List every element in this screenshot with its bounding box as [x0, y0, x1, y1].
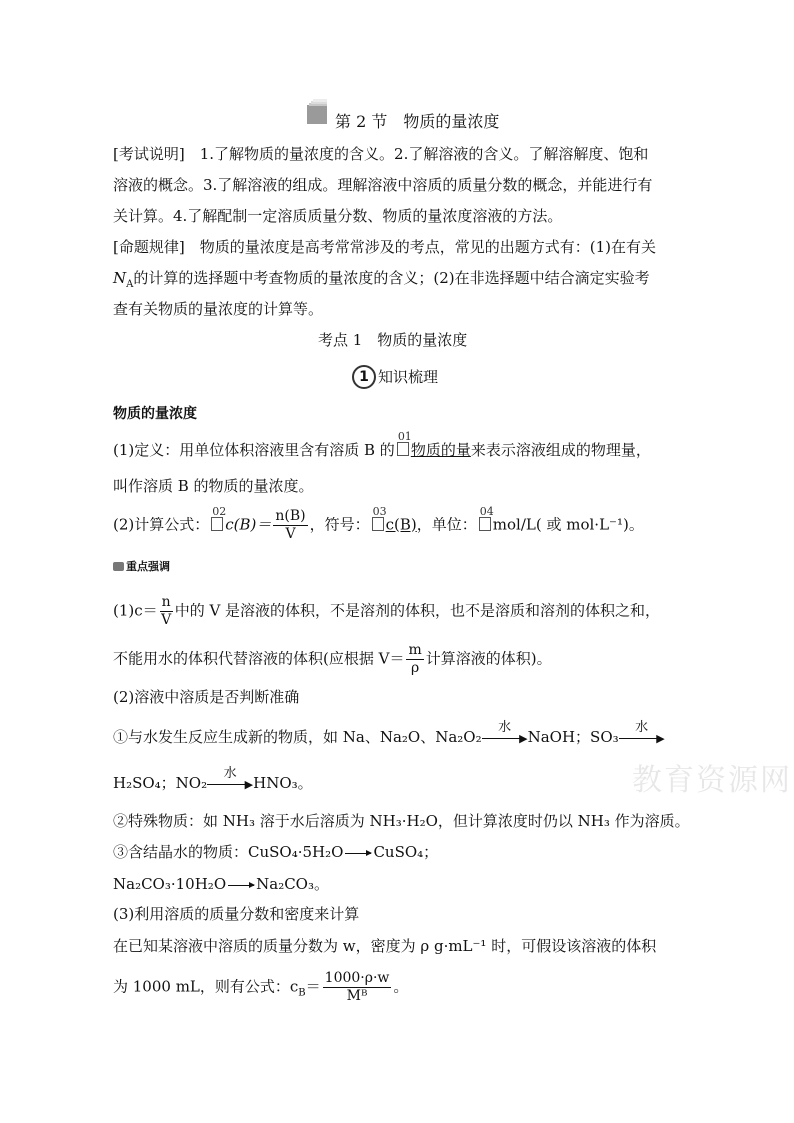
- blank-marker: 04: [479, 517, 491, 531]
- section-title: 第 2 节 物质的量浓度: [335, 112, 500, 131]
- fraction: $\frac{n}{V}$: [161, 594, 172, 628]
- formula-lhs: c(B)＝: [225, 515, 272, 534]
- formula-line: [113, 504, 644, 543]
- hand-icon: [113, 562, 124, 571]
- topic-title: 考点 1 物质的量浓度: [318, 331, 468, 349]
- number-circle-icon: 1: [352, 365, 376, 389]
- pattern-line-2: [113, 269, 650, 294]
- note-2a-line-2: [113, 766, 313, 793]
- fraction: $\frac{1000\cdot\rho\cdot w}{\text{Mᴮ}}$: [324, 970, 390, 1004]
- na-subscript: A: [126, 279, 134, 290]
- note-3-line-2: [113, 970, 408, 1005]
- note-2a-line-1: [113, 720, 665, 747]
- water-arrow: 水 ▶: [619, 729, 665, 747]
- definition-text: (1)定义：用单位体积溶液里含有溶质 B 的: [113, 441, 395, 459]
- note-1-text-2: 不能用水的体积代替溶液的体积(应根据 V＝: [113, 649, 405, 668]
- knowledge-label: 知识梳理: [378, 368, 439, 386]
- water-arrow: 水 ▶: [482, 729, 528, 747]
- note-1-formula: (1)c＝: [113, 601, 158, 620]
- definition-keyword: 物质的量: [410, 441, 471, 459]
- fraction: $\frac{m}{\rho}$: [408, 642, 422, 676]
- exam-description-line-2: 溶液的概念。3.了解溶液的组成。理解溶液中溶质的质量分数的概念，并能进行有: [113, 176, 653, 194]
- note-3-heading: (3)利用溶质的质量分数和密度来计算: [113, 905, 360, 923]
- note-2c-line-1: [113, 843, 438, 861]
- note-3-eq: ＝: [305, 977, 321, 996]
- note-2-heading: (2)溶液中溶质是否判断准确: [113, 688, 300, 706]
- exam-label: [考试说明]: [113, 145, 185, 163]
- blank-marker: 02: [211, 517, 223, 531]
- unit-value: mol/L( 或 mol·L⁻¹)。: [492, 515, 644, 534]
- pattern-line-3: 查有关物质的量浓度的计算等。: [113, 300, 324, 318]
- pattern-label: [命题规律]: [113, 238, 185, 256]
- pattern-line-1: [113, 238, 656, 256]
- blank-marker: 01: [397, 442, 409, 456]
- definition-line-1: [113, 430, 651, 459]
- blank-marker: 03: [372, 517, 384, 531]
- note-1-text: 中的 V 是溶液的体积，不是溶剂的体积，也不是溶质和溶剂的体积之和，: [174, 601, 661, 620]
- knowledge-heading: [352, 365, 438, 389]
- note-2c-line-2: [113, 875, 329, 893]
- book-icon: [305, 99, 329, 125]
- definition-line-2: 叫作溶质 B 的物质的量浓度。: [113, 477, 314, 495]
- note-3-line-1: 在已知某溶液中溶质的质量分数为 w，密度为 ρ g·mL⁻¹ 时，可假设该溶液的体积: [113, 937, 657, 955]
- unit-label: ，单位：: [416, 515, 477, 534]
- note-2a-mid: NaOH；SO₃: [527, 728, 619, 746]
- fraction: $\frac{n(B)}{V}$: [275, 508, 306, 542]
- note-2b: ②特殊物质：如 NH₃ 溶于水后溶质为 NH₃·H₂O，但计算浓度时仍以 NH₃ 作为溶质。: [113, 812, 690, 830]
- exam-description-line-1: [113, 145, 648, 163]
- note-3-text: 为 1000 mL，则有公式：c: [113, 977, 299, 996]
- na-symbol: N: [113, 269, 127, 287]
- note-2c-text-2: CuSO₄；: [373, 843, 439, 861]
- note-2c-text-4: Na₂CO₃。: [256, 875, 329, 893]
- arrow-icon: [228, 885, 254, 886]
- exam-text-1: 1.了解物质的量浓度的含义。2.了解溶液的含义。了解溶解度、饱和: [199, 145, 649, 163]
- note-2c-text-3: Na₂CO₃·10H₂O: [113, 875, 227, 893]
- watermark: 教育资源网: [632, 763, 792, 798]
- pattern-text-1: 物质的量浓度是高考常常涉及的考点，常见的出题方式有：(1)在有关: [199, 238, 656, 256]
- pattern-text-2: 的计算的选择题中考查物质的量浓度的含义；(2)在非选择题中结合滴定实验考: [133, 269, 650, 287]
- formula-label: (2)计算公式：: [113, 515, 210, 534]
- water-arrow: 水 ▶: [207, 775, 253, 793]
- note-3-sub: B: [298, 987, 306, 999]
- note-1-text-3: 计算溶液的体积)。: [425, 649, 552, 668]
- note-2a-text-2: H₂SO₄；NO₂: [113, 774, 208, 792]
- content-heading: 物质的量浓度: [113, 406, 197, 422]
- definition-text-post: 来表示溶液组成的物理量，: [470, 441, 651, 459]
- emphasis-heading: [113, 558, 170, 574]
- note-2c-text-1: ③含结晶水的物质：CuSO₄·5H₂O: [113, 843, 344, 861]
- note-1-line-2: [113, 642, 552, 677]
- exam-description-line-3: 关计算。4.了解配制一定溶质质量分数、物质的量浓度溶液的方法。: [113, 207, 563, 225]
- note-3-post: 。: [393, 977, 409, 996]
- note-1-line-1: [113, 594, 660, 629]
- note-2a-text: ①与水发生反应生成新的物质，如 Na、Na₂O、Na₂O₂: [113, 728, 482, 746]
- symbol-label: ，符号：: [309, 515, 370, 534]
- arrow-icon: [345, 853, 371, 854]
- note-2a-text-3: HNO₃。: [253, 774, 313, 792]
- emphasis-label: 重点强调: [126, 560, 170, 573]
- symbol-value: c(B): [385, 515, 417, 534]
